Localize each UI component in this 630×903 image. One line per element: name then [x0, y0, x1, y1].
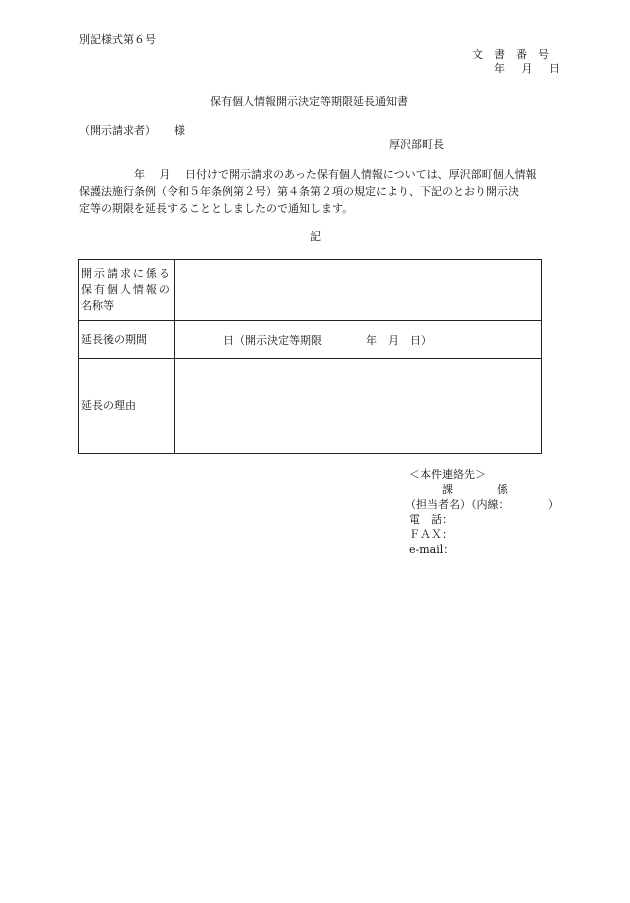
contact-fax: ＦＡＸ： [409, 528, 453, 541]
extended-period-header: 延長後の期間 [79, 321, 175, 359]
information-name-header-line-3: 名称等 [81, 299, 114, 312]
ki-heading: 記 [310, 230, 321, 243]
contact-tel: 電 話： [409, 513, 453, 526]
information-name-header-line-1: 開示請求に係る [81, 267, 172, 280]
info-table [78, 259, 542, 454]
body-line-2: 保護法施行条例（令和５年条例第２号）第４条第２項の規定により、下記のとおり開示決 [79, 185, 519, 198]
contact-person: （担当者名）（内線： ） [405, 498, 559, 511]
information-name-header-line-2: 保有個人情報の [81, 283, 172, 296]
date-label: 年 月 日 [494, 62, 563, 75]
contact-title: ＜本件連絡先＞ [409, 468, 486, 481]
contact-email: e-mail： [409, 543, 455, 556]
document-number-label: 文 書 番 号 [472, 48, 549, 61]
sender-name: 厚沢部町長 [389, 138, 444, 151]
extended-period-text: 日（開示決定等期限 年 月 日） [223, 333, 432, 347]
information-name-header [79, 260, 175, 321]
body-paragraph [79, 166, 555, 217]
addressee-honorific: 様 [174, 124, 185, 137]
extension-reason-value[interactable] [175, 359, 542, 454]
addressee-label: （開示請求者） [79, 124, 156, 137]
extended-period-value[interactable] [175, 321, 542, 359]
extension-reason-header: 延長の理由 [79, 359, 175, 454]
table-row [79, 260, 542, 321]
form-number: 別記様式第６号 [79, 33, 156, 46]
table-row [79, 321, 542, 359]
contact-block [405, 467, 559, 557]
body-line-1: 年 月 日付けで開示請求のあった保有個人情報については、厚沢部町個人情報 [79, 168, 537, 181]
body-line-3: 定等の期限を延長することとしましたので通知します。 [79, 202, 354, 215]
information-name-value[interactable] [175, 260, 542, 321]
document-title: 保有個人情報開示決定等期限延長通知書 [210, 95, 408, 108]
contact-department: 課 係 [409, 483, 508, 496]
table-row [79, 359, 542, 454]
